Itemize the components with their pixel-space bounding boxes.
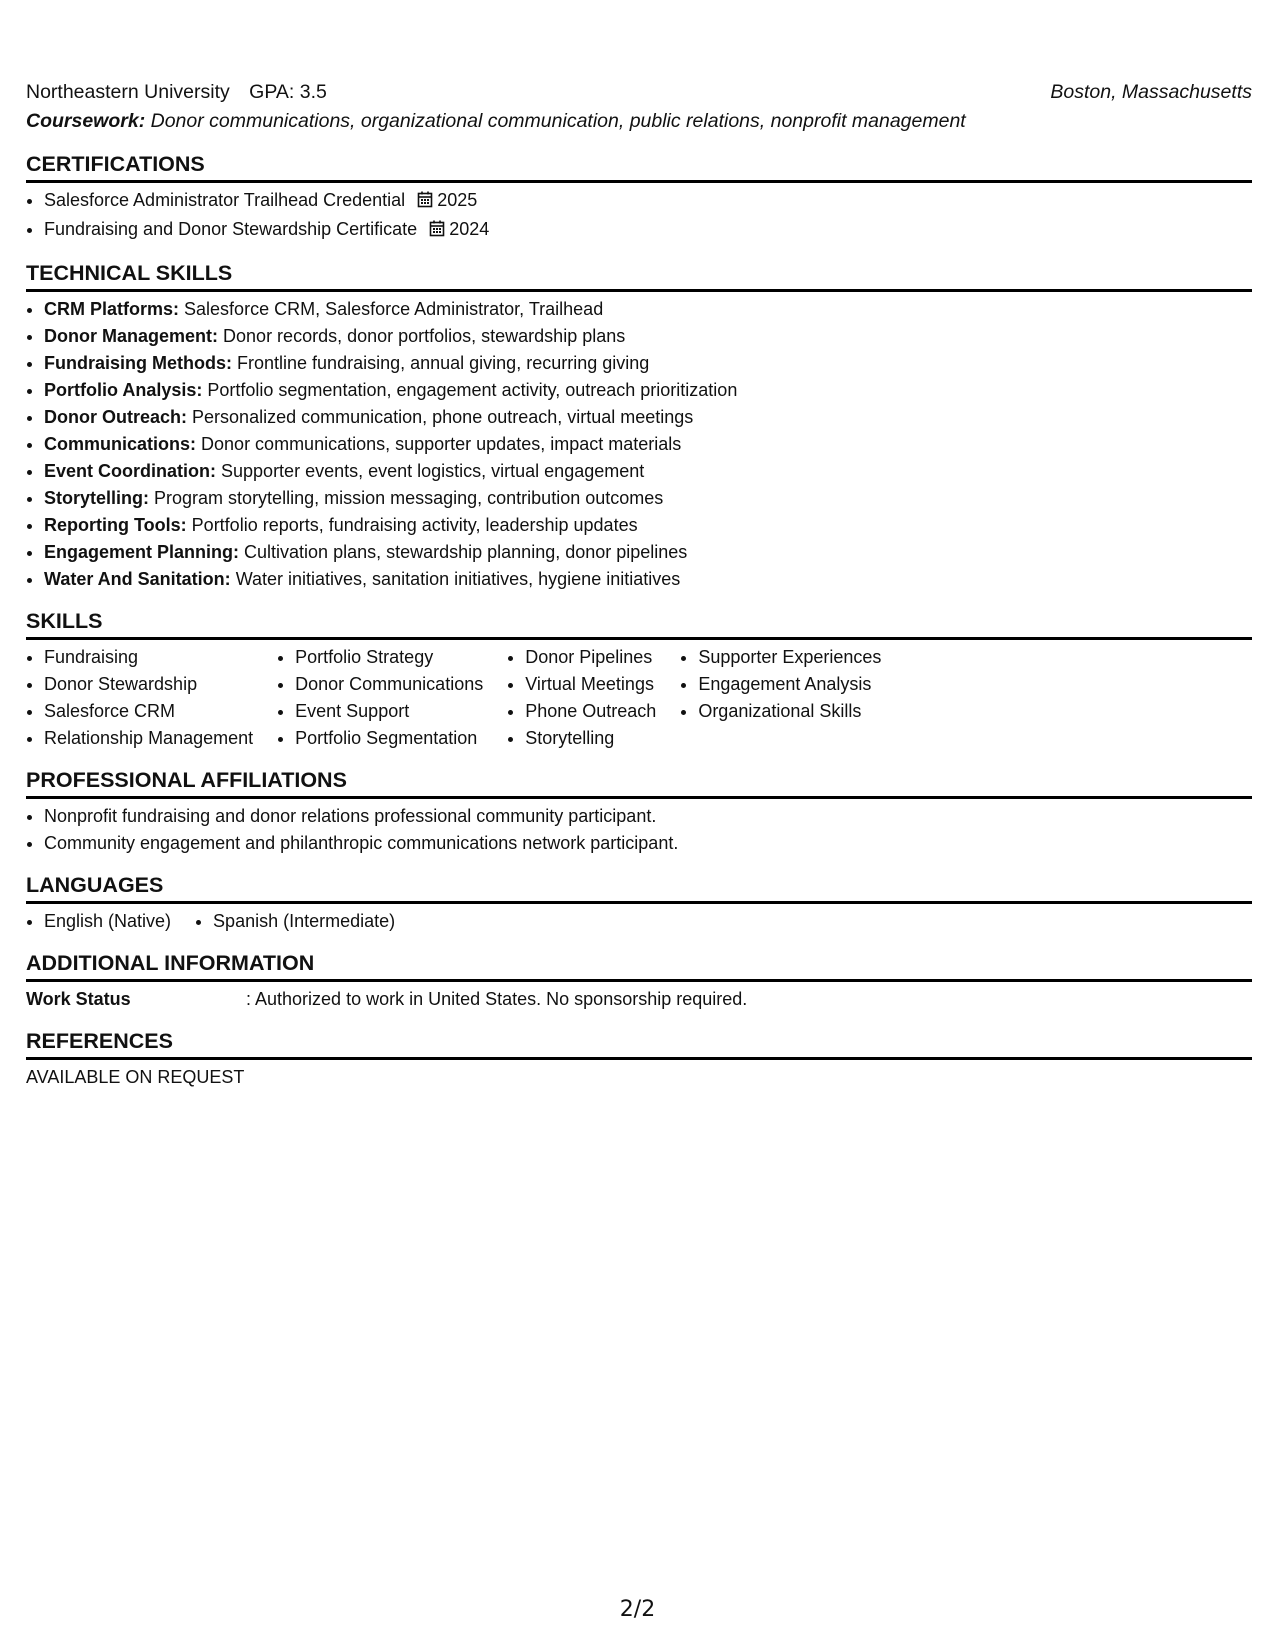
list-item: • Organizational Skills — [698, 698, 881, 725]
list-item — [44, 404, 1252, 431]
list-item: • Portfolio Segmentation — [295, 725, 483, 752]
list-item: • Donor Stewardship — [44, 671, 253, 698]
skills-column — [680, 644, 881, 752]
calendar-icon — [429, 218, 445, 245]
list-item: • English (Native) — [44, 908, 171, 935]
school-location: Boston, Massachusetts — [1050, 81, 1252, 103]
skills-column — [26, 644, 253, 752]
skill-value: Donor records, donor portfolios, stewardship plans — [223, 326, 626, 346]
calendar-icon — [417, 189, 433, 216]
references-text: AVAILABLE ON REQUEST — [26, 1067, 245, 1087]
list-item — [44, 377, 1252, 404]
skill-label: Donor Management: — [44, 326, 219, 346]
certification-name: Salesforce Administrator Trailhead Credential — [44, 190, 406, 210]
list-item: • Relationship Management — [44, 725, 253, 752]
list-item: • Donor Communications — [295, 671, 483, 698]
education-left — [26, 78, 327, 106]
affiliations-list — [26, 803, 1252, 857]
section-title: REFERENCES — [26, 1027, 1252, 1060]
technical-skills-list — [26, 296, 1252, 593]
certification-year: 2025 — [437, 190, 478, 210]
skills-grid — [26, 644, 1252, 752]
skill-label: Event Coordination: — [44, 461, 216, 481]
skill-value: Cultivation plans, stewardship planning, donor pipelines — [244, 542, 688, 562]
list-item — [44, 566, 1252, 593]
skill-value: Portfolio segmentation, engagement activity, outreach prioritization — [207, 380, 738, 400]
coursework — [26, 106, 1252, 136]
list-item: • Virtual Meetings — [525, 671, 656, 698]
skill-label: CRM Platforms: — [44, 299, 180, 319]
affiliations-section — [26, 766, 1252, 857]
list-item: • Engagement Analysis — [698, 671, 881, 698]
skill-value: Frontline fundraising, annual giving, recurring giving — [237, 353, 650, 373]
section-title: LANGUAGES — [26, 871, 1252, 904]
list-item: • Event Support — [295, 698, 483, 725]
skill-value: Supporter events, event logistics, virtual engagement — [221, 461, 645, 481]
references-section — [26, 1027, 1252, 1091]
skill-label: Water And Sanitation: — [44, 569, 231, 589]
coursework-label: Coursework: — [26, 110, 146, 132]
list-item — [44, 431, 1252, 458]
list-item — [44, 458, 1252, 485]
list-item: • Storytelling — [525, 725, 656, 752]
section-title: SKILLS — [26, 607, 1252, 640]
skill-value: Salesforce CRM, Salesforce Administrator, Trailhead — [184, 299, 604, 319]
school-name: Northeastern University — [26, 81, 230, 103]
work-status-row — [26, 986, 1252, 1013]
certification-name: Fundraising and Donor Stewardship Certificate — [44, 219, 418, 239]
section-title: PROFESSIONAL AFFILIATIONS — [26, 766, 1252, 799]
education-row — [26, 78, 1252, 106]
list-item — [44, 323, 1252, 350]
skill-label: Donor Outreach: — [44, 407, 188, 427]
section-title: CERTIFICATIONS — [26, 150, 1252, 183]
list-item: • Donor Pipelines — [525, 644, 656, 671]
list-item — [44, 512, 1252, 539]
languages-list — [26, 908, 1252, 935]
list-item — [44, 187, 1252, 216]
section-title: ADDITIONAL INFORMATION — [26, 949, 1252, 982]
list-item: • Portfolio Strategy — [295, 644, 483, 671]
coursework-text: Donor communications, organizational communication, public relations, nonprofit management — [150, 110, 966, 132]
certification-year: 2024 — [449, 219, 490, 239]
skill-value: Portfolio reports, fundraising activity, leadership updates — [191, 515, 638, 535]
page-number: 2/2 — [619, 1597, 656, 1622]
list-item: • Spanish (Intermediate) — [213, 908, 395, 935]
list-item: • Salesforce CRM — [44, 698, 253, 725]
list-item: • Phone Outreach — [525, 698, 656, 725]
skill-value: Program storytelling, mission messaging, contribution outcomes — [154, 488, 664, 508]
section-title: TECHNICAL SKILLS — [26, 259, 1252, 292]
list-item — [44, 539, 1252, 566]
list-item: • Supporter Experiences — [698, 644, 881, 671]
languages-section — [26, 871, 1252, 935]
work-status-value: : Authorized to work in United States. No sponsorship required. — [246, 989, 748, 1009]
additional-info-section — [26, 949, 1252, 1013]
list-item: • Fundraising — [44, 644, 253, 671]
skill-label: Reporting Tools: — [44, 515, 187, 535]
skills-column — [277, 644, 483, 752]
certifications-list — [26, 187, 1252, 245]
list-item: • Community engagement and philanthropic communications network participant. — [44, 830, 1252, 857]
skill-label: Engagement Planning: — [44, 542, 240, 562]
skill-label: Storytelling: — [44, 488, 150, 508]
list-item — [44, 296, 1252, 323]
skill-value: Water initiatives, sanitation initiatives, hygiene initiatives — [235, 569, 681, 589]
technical-skills-section — [26, 259, 1252, 593]
list-item: • Nonprofit fundraising and donor relations professional community participant. — [44, 803, 1252, 830]
list-item — [44, 485, 1252, 512]
skill-label: Portfolio Analysis: — [44, 380, 203, 400]
skill-label: Fundraising Methods: — [44, 353, 232, 373]
resume-page — [26, 78, 1252, 1091]
certifications-section — [26, 150, 1252, 245]
list-item — [44, 216, 1252, 245]
skills-section — [26, 607, 1252, 752]
skills-column — [507, 644, 656, 752]
work-status-label: Work Status — [26, 989, 131, 1009]
skill-value: Donor communications, supporter updates, impact materials — [201, 434, 682, 454]
gpa: GPA: 3.5 — [249, 81, 327, 103]
list-item — [44, 350, 1252, 377]
skill-value: Personalized communication, phone outreach, virtual meetings — [192, 407, 694, 427]
skill-label: Communications: — [44, 434, 197, 454]
